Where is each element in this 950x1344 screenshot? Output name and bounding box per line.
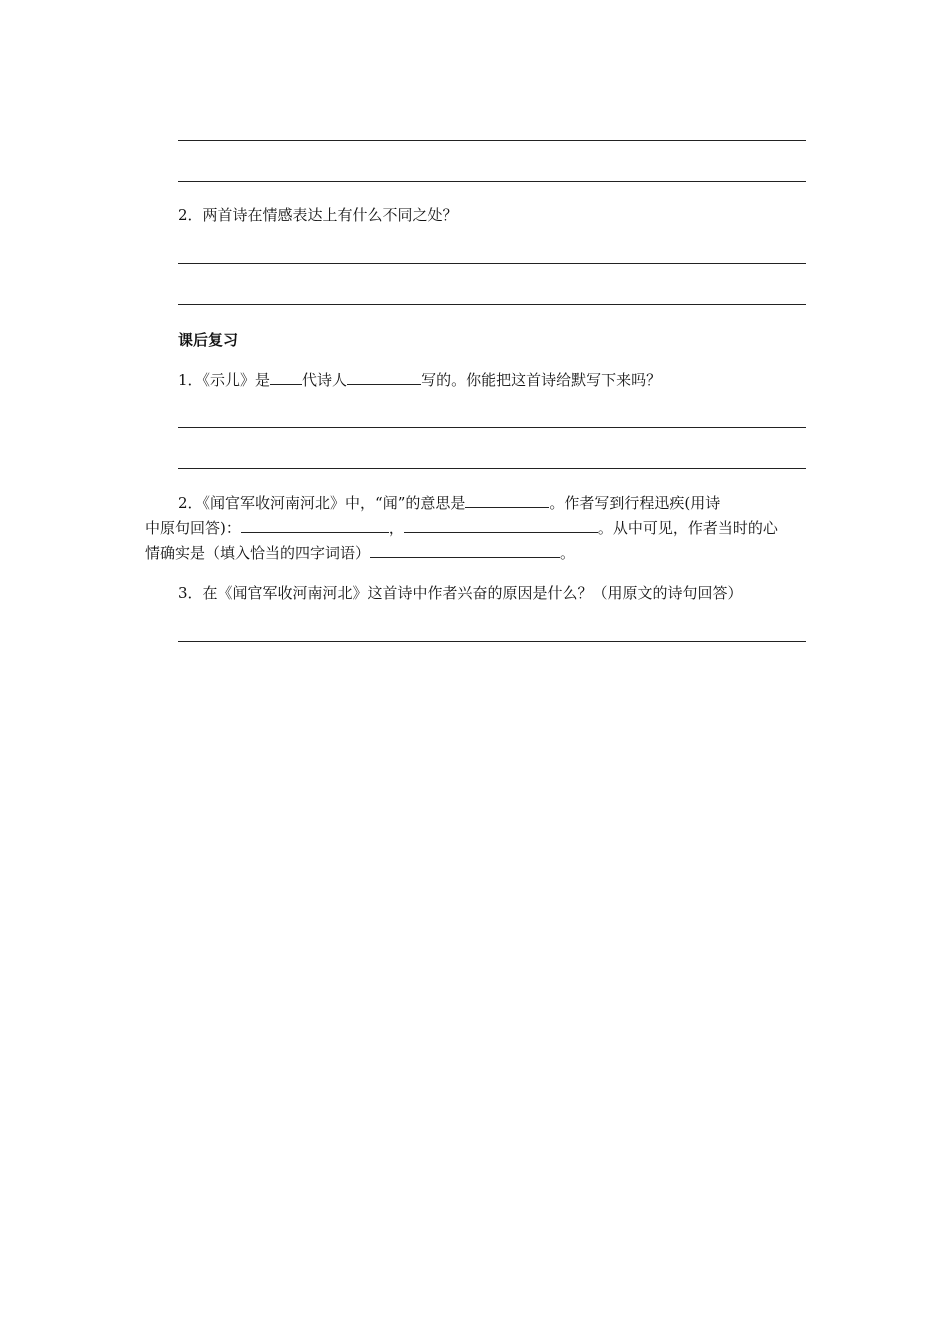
review-q2-line2-part1: 中原句回答)： (145, 519, 241, 537)
fill-blank-dynasty[interactable] (270, 370, 302, 385)
answer-line (178, 263, 806, 264)
fill-blank-idiom[interactable] (370, 543, 560, 558)
review-q2-line3-part2: 。 (560, 544, 576, 562)
answer-line (178, 181, 806, 182)
review-question-1 (178, 368, 661, 393)
question-2-text: 2．两首诗在情感表达上有什么不同之处？ (178, 206, 458, 224)
fill-blank-verse-1[interactable] (241, 518, 389, 533)
fill-blank-verse-2[interactable] (404, 518, 598, 533)
answer-line (178, 427, 806, 428)
review-q1-part3: 写的。你能把这首诗给默写下来吗？ (421, 371, 662, 389)
review-q2-line2-part2: ， (388, 519, 404, 537)
answer-line (178, 641, 806, 642)
review-question-2-line2 (145, 516, 778, 541)
review-question-2-line3 (145, 541, 575, 566)
review-q2-line1-part1: 2．《闻官军收河南河北》中，“闻”的意思是 (178, 494, 466, 512)
answer-line (178, 468, 806, 469)
review-question-2-line1 (178, 491, 720, 516)
answer-line (178, 304, 806, 305)
review-q2-line1-part2: 。作者写到行程迅疾(用诗 (549, 494, 721, 512)
review-q1-part1: 1．《示儿》是 (178, 371, 271, 389)
section-heading-review: 课后复习 (178, 331, 239, 349)
fill-blank-poet[interactable] (347, 370, 421, 385)
fill-blank-meaning[interactable] (465, 493, 549, 508)
review-q2-line3-part1: 情确实是（填入恰当的四字词语） (145, 544, 371, 562)
review-q2-line2-part3: 。从中可见，作者当时的心 (597, 519, 778, 537)
review-q1-part2: 代诗人 (302, 371, 348, 389)
answer-line (178, 140, 806, 141)
review-question-3: 3．在《闻官军收河南河北》这首诗中作者兴奋的原因是什么？（用原文的诗句回答） (178, 584, 743, 602)
